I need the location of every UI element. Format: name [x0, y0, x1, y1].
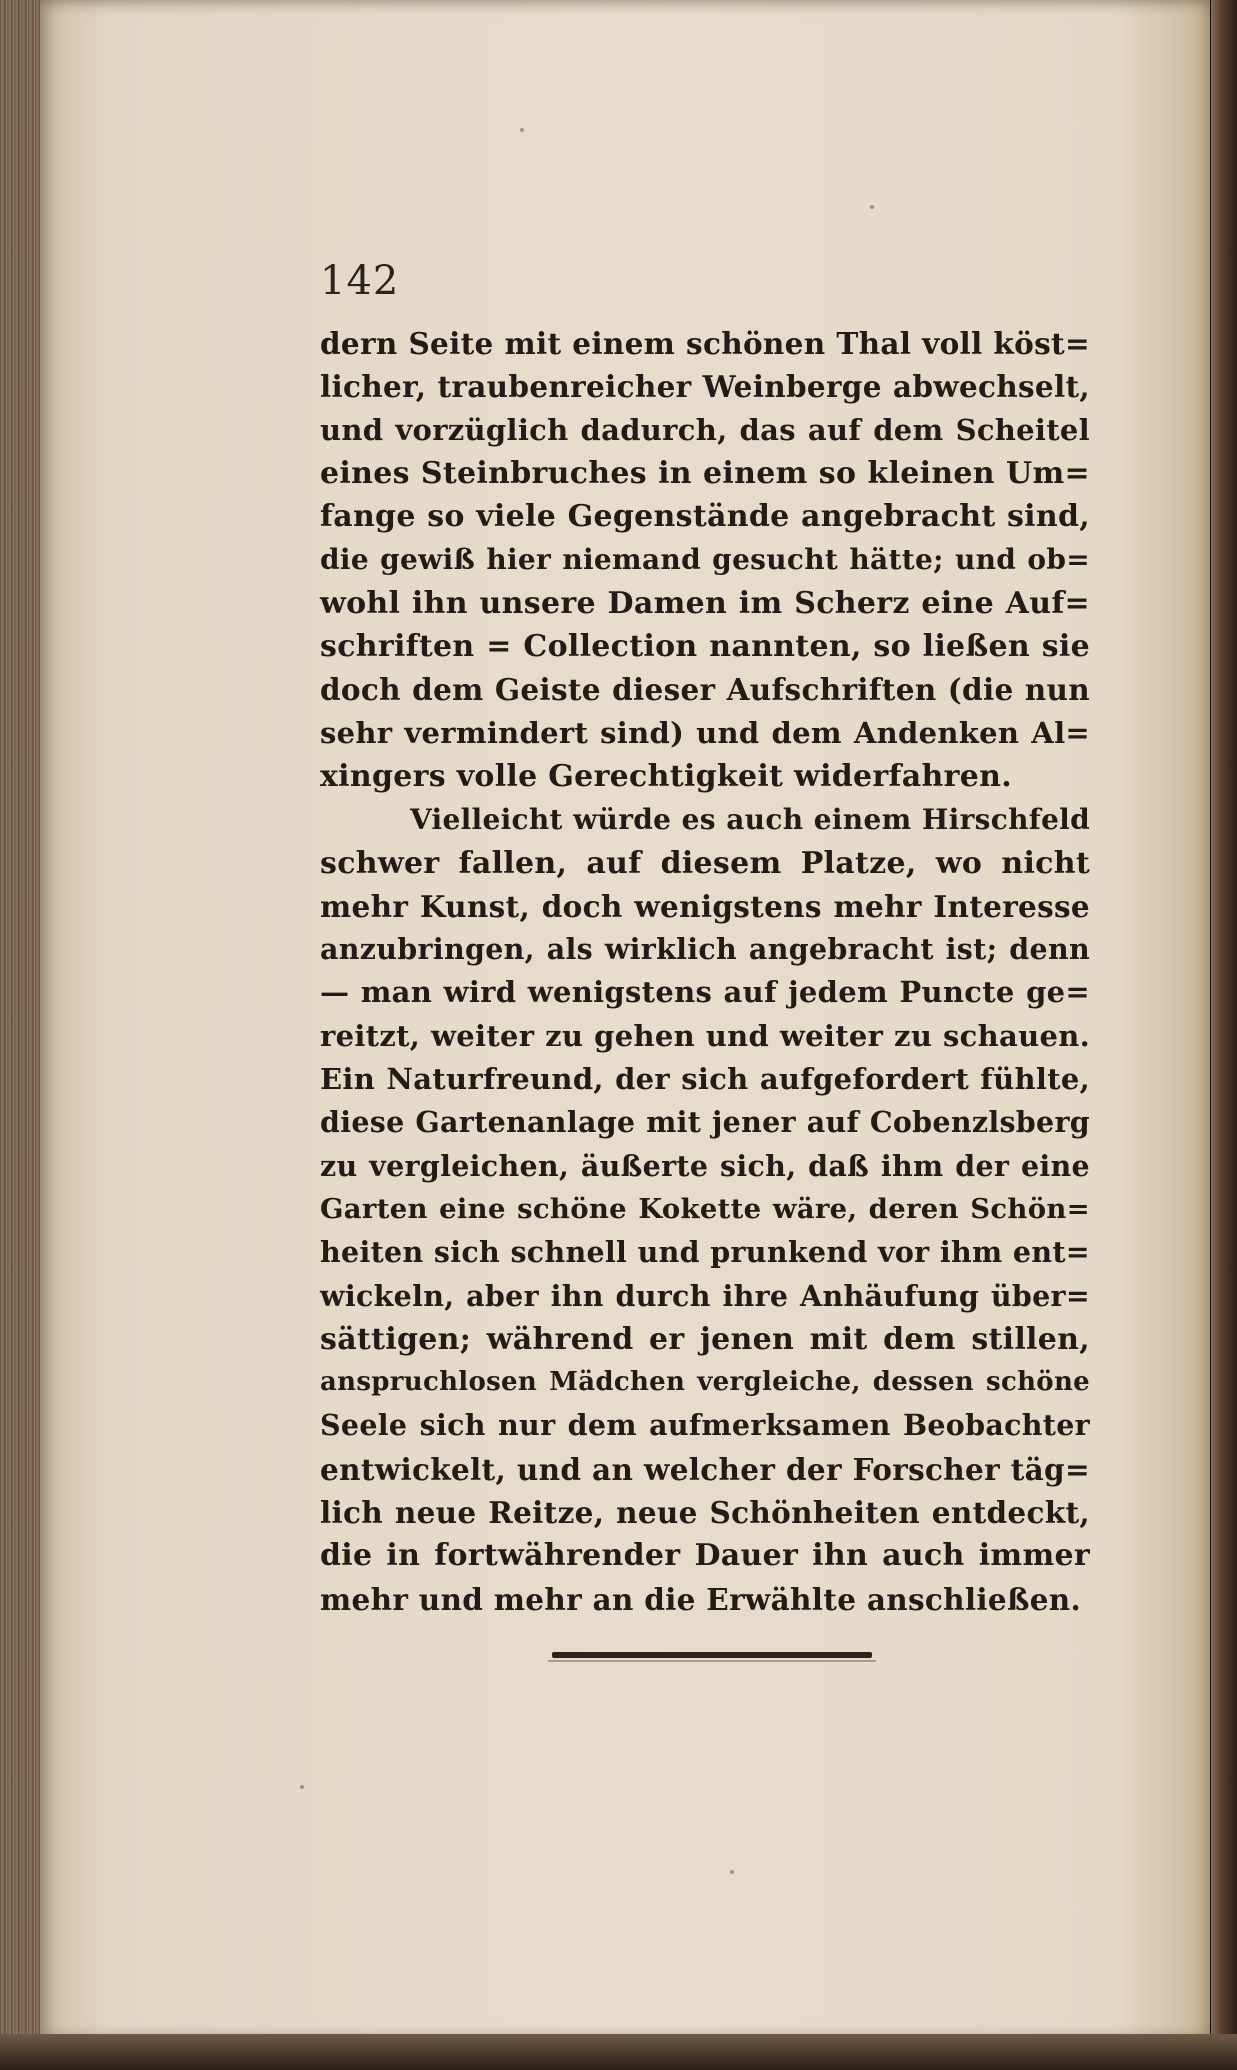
text-line: lich neue Reitze, neue Schönheiten entdeckt, [320, 1495, 1090, 1531]
paper-speck [300, 1785, 304, 1789]
text-line: schwer fallen, auf diesem Platze, wo nicht [320, 845, 1090, 881]
text-line: die in fortwährender Dauer ihn auch immer [320, 1538, 1090, 1574]
section-divider-shadow [548, 1660, 876, 1662]
text-line: sättigen; während er jenen mit dem stillen, [320, 1321, 1090, 1357]
text-line: eines Steinbruches in einem so kleinen Um= [320, 455, 1090, 491]
text-line: diese Gartenanlage mit jener auf Cobenzlsberg [320, 1105, 1090, 1140]
text-line: entwickelt, und an welcher der Forscher täg= [320, 1451, 1090, 1487]
text-line: die gewiß hier niemand gesucht hätte; und ob= [320, 543, 1090, 577]
text-line: Seele sich nur dem aufmerksamen Beobachter [320, 1408, 1090, 1443]
section-divider-rule [552, 1652, 872, 1658]
book-cover-edge [1211, 0, 1237, 2070]
text-line: reitzt, weiter zu gehen und weiter zu schauen. [320, 1018, 1090, 1053]
text-line: doch dem Geiste dieser Aufschriften (die nun [320, 672, 1090, 708]
paper-speck [520, 128, 524, 132]
text-line: wickeln, aber ihn durch ihre Anhäufung über= [320, 1278, 1090, 1313]
text-line: xingers volle Gerechtigkeit widerfahren. [320, 758, 1012, 794]
text-line: fange so viele Gegenstände angebracht sind, [320, 499, 1090, 535]
paragraph-start-line: Vielleicht würde es auch einem Hirschfeld [410, 803, 1090, 837]
text-line: zu vergleichen, äußerte sich, daß ihm der eine [320, 1148, 1090, 1183]
text-line: licher, traubenreicher Weinberge abwechselt, [320, 369, 1090, 405]
paper-speck [730, 1870, 734, 1874]
text-line: Garten eine schöne Kokette wäre, deren Schön= [320, 1192, 1090, 1225]
body-text [320, 322, 1090, 1621]
text-line: — man wird wenigstens auf jedem Puncte ge= [320, 975, 1090, 1010]
text-line: Ein Naturfreund, der sich aufgefordert fühlte, [320, 1062, 1090, 1097]
text-line: heiten sich schnell und prunkend vor ihm ent= [320, 1235, 1090, 1270]
paper-speck [870, 205, 874, 209]
text-line: wohl ihn unsere Damen im Scherz eine Auf= [320, 585, 1090, 621]
text-line: mehr und mehr an die Erwählte anschließen. [320, 1581, 1082, 1617]
text-line: anzubringen, als wirklich angebracht ist; denn [320, 932, 1090, 967]
text-line: und vorzüglich dadurch, das auf dem Scheitel [320, 412, 1090, 447]
text-line: schriften = Collection nannten, so ließen sie [320, 629, 1090, 665]
scan-bottom-edge [0, 2034, 1237, 2070]
text-line: anspruchlosen Mädchen vergleiche, dessen schöne [320, 1367, 1090, 1398]
text-line: mehr Kunst, doch wenigstens mehr Interesse [320, 888, 1090, 924]
page-number: 142 [320, 258, 400, 304]
text-line: sehr vermindert sind) und dem Andenken Al= [320, 715, 1090, 750]
text-line: dern Seite mit einem schönen Thal voll köst= [320, 326, 1090, 361]
